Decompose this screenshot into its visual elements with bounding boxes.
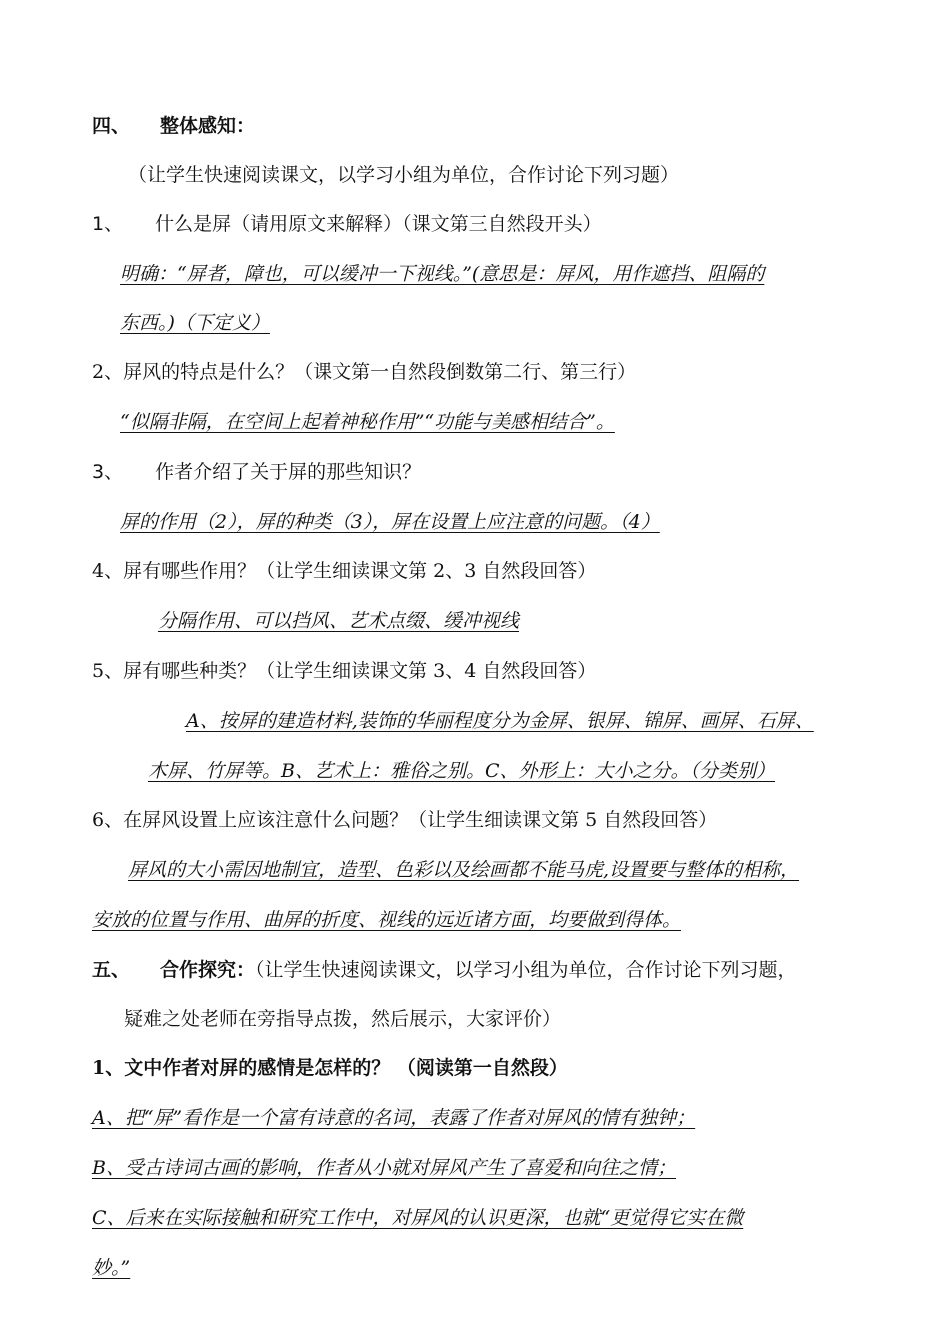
- question-4: 4、屏有哪些作用？（让学生细读课文第 2、3 自然段回答）: [92, 560, 597, 582]
- question-3-number: 3、: [92, 461, 124, 483]
- question-3: [92, 459, 421, 485]
- question-1-number: 1、: [92, 213, 124, 235]
- section-5-intro-1: （让学生快速阅读课文，以学习小组为单位，合作讨论下列习题，: [255, 959, 797, 981]
- answer-2: “似隔非隔，在空间上起着神秘作用”“功能与美感相结合”。: [120, 411, 615, 433]
- question-3-text: 作者介绍了关于屏的那些知识？: [155, 461, 422, 483]
- section-4-heading: [92, 113, 255, 139]
- answer-3: 屏的作用（2），屏的种类（3），屏在设置上应注意的问题。（4）: [120, 511, 660, 533]
- answer-1-line-1: 明确：“屏者，障也，可以缓冲一下视线。”(意思是：屏风，用作遮挡、阻隔的: [120, 263, 765, 285]
- question-5: 5、屏有哪些种类？（让学生细读课文第 3、4 自然段回答）: [92, 660, 597, 682]
- answer-6-line-2: 安放的位置与作用、曲屏的折度、视线的远近诸方面，均要做到得体。: [92, 909, 682, 931]
- section-5-intro-2: 疑难之处老师在旁指导点拨，然后展示，大家评价）: [124, 1008, 562, 1030]
- section-5-heading: [92, 957, 797, 983]
- answer-5-line-2: 木屏、竹屏等。B、艺术上：雅俗之别。C、外形上：大小之分。（分类别）: [148, 760, 776, 782]
- answer-1-line-2: 东西。)（下定义）: [120, 312, 270, 334]
- inquiry-answer-c-line-2: 妙。”: [92, 1257, 131, 1279]
- answer-4: 分隔作用、可以挡风、艺术点缀、缓冲视线: [158, 610, 520, 632]
- section-4-number: 四、: [92, 115, 131, 137]
- inquiry-question-1: 1、文中作者对屏的感情是怎样的？ （阅读第一自然段）: [92, 1057, 568, 1079]
- answer-5-line-1: A、按屏的建造材料,装饰的华丽程度分为金屏、银屏、锦屏、画屏、石屏、: [186, 710, 814, 732]
- question-1: [92, 211, 602, 237]
- inquiry-answer-c-line-1: C、后来在实际接触和研究工作中，对屏风的认识更深，也就“更觉得它实在微: [92, 1207, 744, 1229]
- question-1-text: 什么是屏（请用原文来解释）（课文第三自然段开头）: [155, 213, 602, 235]
- section-5-title: 合作探究：: [160, 959, 256, 981]
- inquiry-answer-b: B、受古诗词古画的影响，作者从小就对屏风产生了喜爱和向往之情；: [92, 1157, 676, 1179]
- question-6: 6、在屏风设置上应该注意什么问题？（让学生细读课文第 5 自然段回答）: [92, 809, 718, 831]
- section-4-intro: （让学生快速阅读课文，以学习小组为单位，合作讨论下列习题）: [128, 164, 680, 186]
- question-2: 2、屏风的特点是什么？（课文第一自然段倒数第二行、第三行）: [92, 361, 637, 383]
- inquiry-answer-a: A、把“屏”看作是一个富有诗意的名词，表露了作者对屏风的情有独钟；: [92, 1107, 696, 1129]
- section-4-title: 整体感知：: [160, 115, 256, 137]
- answer-6-line-1: 屏风的大小需因地制宜，造型、色彩以及绘画都不能马虎,设置要与整体的相称，: [128, 859, 800, 881]
- section-5-number: 五、: [92, 959, 131, 981]
